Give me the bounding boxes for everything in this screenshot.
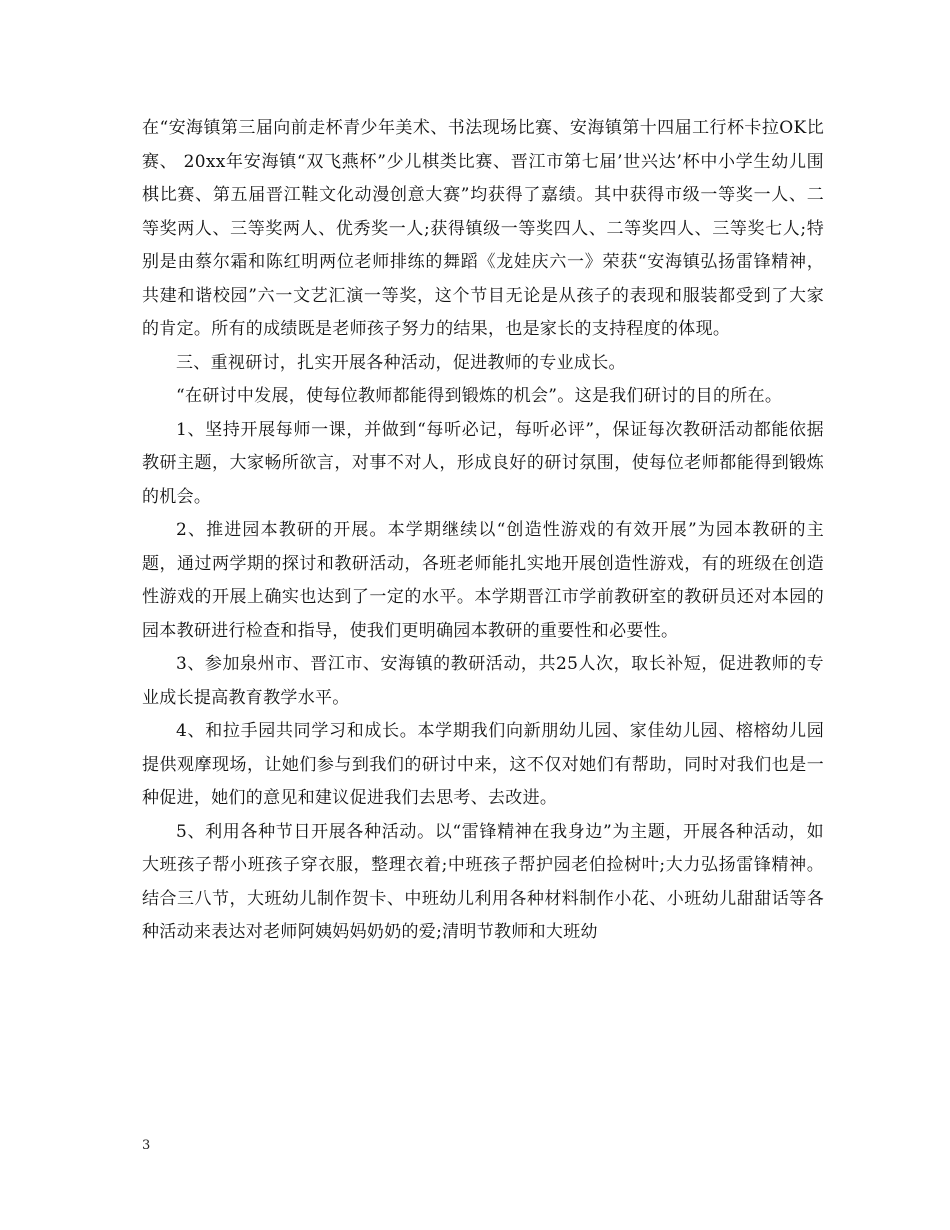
paragraph-item-5: 5、利用各种节日开展各种活动。以“雷锋精神在我身边”为主题，开展各种活动，如大班孩子帮小班孩子穿衣服，整理衣着;中班孩子帮护园老伯捡树叶;大力弘扬雷锋精神。结合三八节，大班幼儿制作贺卡、中班幼儿利用各种材料制作小花、小班幼儿甜甜话等各种活动来表达对老师阿姨妈妈奶奶的爱;清明节教师和大班幼 bbox=[142, 821, 824, 942]
section-heading-research: 三、重视研讨，扎实开展各种活动，促进教师的专业成长。 bbox=[176, 352, 626, 373]
page-number: 3 bbox=[142, 1138, 151, 1153]
paragraph-item-3: 3、参加泉州市、晋江市、安海镇的教研活动，共25人次，取长补短，促进教师的专业成长提高教育教学水平。 bbox=[142, 654, 824, 708]
document-page bbox=[142, 112, 824, 950]
paragraph-item-2: 2、推进园本教研的开展。本学期继续以“创造性游戏的有效开展”为园本教研的主题，通过两学期的探讨和教研活动，各班老师能扎实地开展创造性游戏，有的班级在创造性游戏的开展上确实也达到了一定的水平。本学期晋江市学前教研室的教研员还对本园的园本教研进行检查和指导，使我们更明确园本教研的重要性和必要性。 bbox=[142, 520, 824, 641]
paragraph-awards: 在“安海镇第三届向前走杯青少年美术、书法现场比赛、安海镇第十四届工行杯卡拉OK比赛、 20xx年安海镇“双飞燕杯”少儿棋类比赛、晋江市第七届’世兴达’杯中小学生幼儿围棋比赛、第五届晋江鞋文化动漫创意大赛”均获得了嘉绩。其中获得市级一等奖一人、二等奖两人、三等奖两人、优秀奖一人;获得镇级一等奖四人、二等奖四人、三等奖七人;特别是由蔡尔霜和陈红明两位老师排练的舞蹈《龙娃庆六一》荣获“安海镇弘扬雷锋精神，共建和谐校园”六一文艺汇演一等奖，这个节目无论是从孩子的表现和服装都受到了大家的肯定。所有的成绩既是老师孩子努力的结果，也是家长的支持程度的体现。 bbox=[142, 118, 824, 339]
paragraph-research-goal: “在研讨中发展，使每位教师都能得到锻炼的机会”。这是我们研讨的目的所在。 bbox=[176, 386, 783, 406]
paragraph-item-4: 4、和拉手园共同学习和成长。本学期我们向新朋幼儿园、家佳幼儿园、榕榕幼儿园提供观摩现场，让她们参与到我们的研讨中来，这不仅对她们有帮助，同时对我们也是一种促进，她们的意见和建议促进我们去思考、去改进。 bbox=[142, 721, 824, 808]
paragraph-item-1: 1、坚持开展每师一课，并做到“每听必记，每听必评”，保证每次教研活动都能依据教研主题，大家畅所欲言，对事不对人，形成良好的研讨氛围，使每位老师都能得到锻炼的机会。 bbox=[142, 419, 824, 507]
